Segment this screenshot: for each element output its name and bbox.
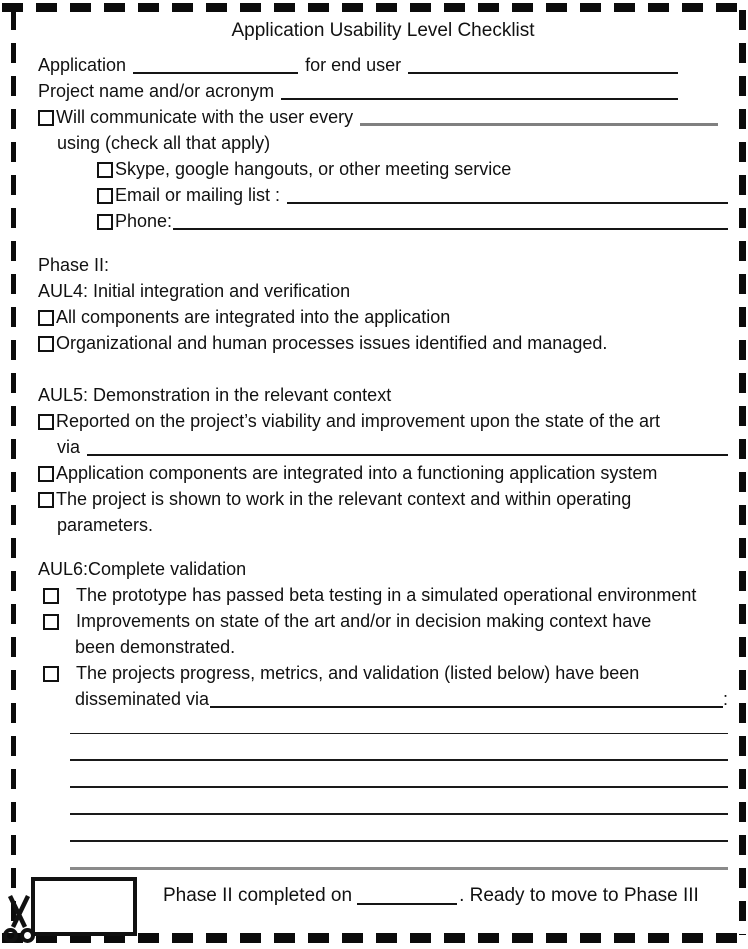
email-label: Email or mailing list : <box>115 185 281 205</box>
channel-row-phone <box>38 208 728 234</box>
phase2-heading: Phase II: <box>38 255 110 275</box>
aul5-item3-continuation: parameters. <box>57 515 154 535</box>
aul4-item-row <box>38 304 728 330</box>
aul5-item-row <box>38 486 728 512</box>
writing-line[interactable] <box>70 815 728 842</box>
end-user-fill-line[interactable] <box>408 72 678 74</box>
checkbox-aul4-item1[interactable] <box>38 310 54 326</box>
aul5-item-row <box>38 460 728 486</box>
aul4-item1-label: All components are integrated into the application <box>56 307 451 327</box>
aul6-item1-label: The prototype has passed beta testing in a simulated operational environment <box>76 585 697 605</box>
application-fill-line[interactable] <box>133 72 298 74</box>
application-row <box>38 52 728 78</box>
project-row <box>38 78 728 104</box>
communicate-fill-line[interactable] <box>360 123 718 126</box>
phone-label: Phone: <box>115 211 173 231</box>
aul5-item-continuation-row <box>38 512 728 538</box>
email-fill-line[interactable] <box>287 202 728 204</box>
aul5-item1-label: Reported on the project’s viability and improvement upon the state of the art <box>56 411 661 431</box>
checkbox-aul5-item3[interactable] <box>38 492 54 508</box>
aul6-item-row <box>38 608 728 634</box>
completion-stamp-box[interactable] <box>31 877 137 936</box>
project-fill-line[interactable] <box>281 98 678 100</box>
checkbox-aul4-item2[interactable] <box>38 336 54 352</box>
aul6-item2-continuation: been demonstrated. <box>75 637 236 657</box>
checkbox-aul6-item1[interactable] <box>43 588 59 604</box>
writing-line[interactable] <box>70 734 728 761</box>
aul6-heading-row <box>38 556 728 582</box>
writing-line[interactable] <box>70 788 728 815</box>
footer-row <box>38 877 728 936</box>
aul5-item2-label: Application components are integrated into a functioning application system <box>56 463 658 483</box>
channel-row-email <box>38 182 728 208</box>
using-row <box>38 130 728 156</box>
aul6-disseminated-row <box>38 686 728 712</box>
aul5-heading: AUL5: Demonstration in the relevant context <box>38 385 392 405</box>
checkbox-aul5-item2[interactable] <box>38 466 54 482</box>
aul6-item-continuation-row <box>38 634 728 660</box>
completed-date-fill-line[interactable] <box>357 903 457 905</box>
aul4-heading-row <box>38 278 728 304</box>
writing-line[interactable] <box>70 761 728 788</box>
for-end-user-label: for end user <box>305 55 402 75</box>
communicate-label: Will communicate with the user every <box>56 107 354 127</box>
scissors-icon <box>3 894 35 944</box>
skype-label: Skype, google hangouts, or other meeting service <box>115 159 512 179</box>
application-label: Application <box>38 55 127 75</box>
aul6-item3-label: The projects progress, metrics, and validation (listed below) have been <box>76 663 640 683</box>
aul6-item-row <box>38 660 728 686</box>
checkbox-skype[interactable] <box>97 162 113 178</box>
disseminated-fill-line[interactable] <box>210 706 723 708</box>
checkbox-aul6-item2[interactable] <box>43 614 59 630</box>
checkbox-phone[interactable] <box>97 214 113 230</box>
phase2-heading-row <box>38 252 728 278</box>
communicate-row <box>38 104 728 130</box>
aul6-colon-suffix: : <box>722 689 728 709</box>
aul5-via-label: via <box>57 437 81 457</box>
aul5-via-row <box>38 434 728 460</box>
aul6-item-row <box>38 582 728 608</box>
aul5-item3-label: The project is shown to work in the relevant context and within operating <box>56 489 632 509</box>
checkbox-aul6-item3[interactable] <box>43 666 59 682</box>
aul4-item-row <box>38 330 728 356</box>
page-title: Application Usability Level Checklist <box>231 20 535 41</box>
project-label: Project name and/or acronym <box>38 81 275 101</box>
aul4-heading: AUL4: Initial integration and verification <box>38 281 351 301</box>
checkbox-communicate[interactable] <box>38 110 54 126</box>
writing-line[interactable] <box>70 842 728 870</box>
checkbox-email[interactable] <box>97 188 113 204</box>
phone-fill-line[interactable] <box>173 228 728 230</box>
aul6-disseminated-label: disseminated via <box>75 689 210 709</box>
completed-prefix-label: Phase II completed on <box>163 885 353 906</box>
aul5-item-row <box>38 408 728 434</box>
aul4-item2-label: Organizational and human processes issues identified and managed. <box>56 333 608 353</box>
completed-suffix-label: . Ready to move to Phase III <box>459 885 699 906</box>
aul5-heading-row <box>38 382 728 408</box>
aul6-item2-label: Improvements on state of the art and/or in decision making context have <box>76 611 652 631</box>
writing-line[interactable] <box>70 712 728 734</box>
via-fill-line[interactable] <box>87 454 728 456</box>
channel-row-skype <box>38 156 728 182</box>
checkbox-aul5-item1[interactable] <box>38 414 54 430</box>
aul6-heading: AUL6:Complete validation <box>38 559 247 579</box>
using-label: using (check all that apply) <box>57 133 271 153</box>
